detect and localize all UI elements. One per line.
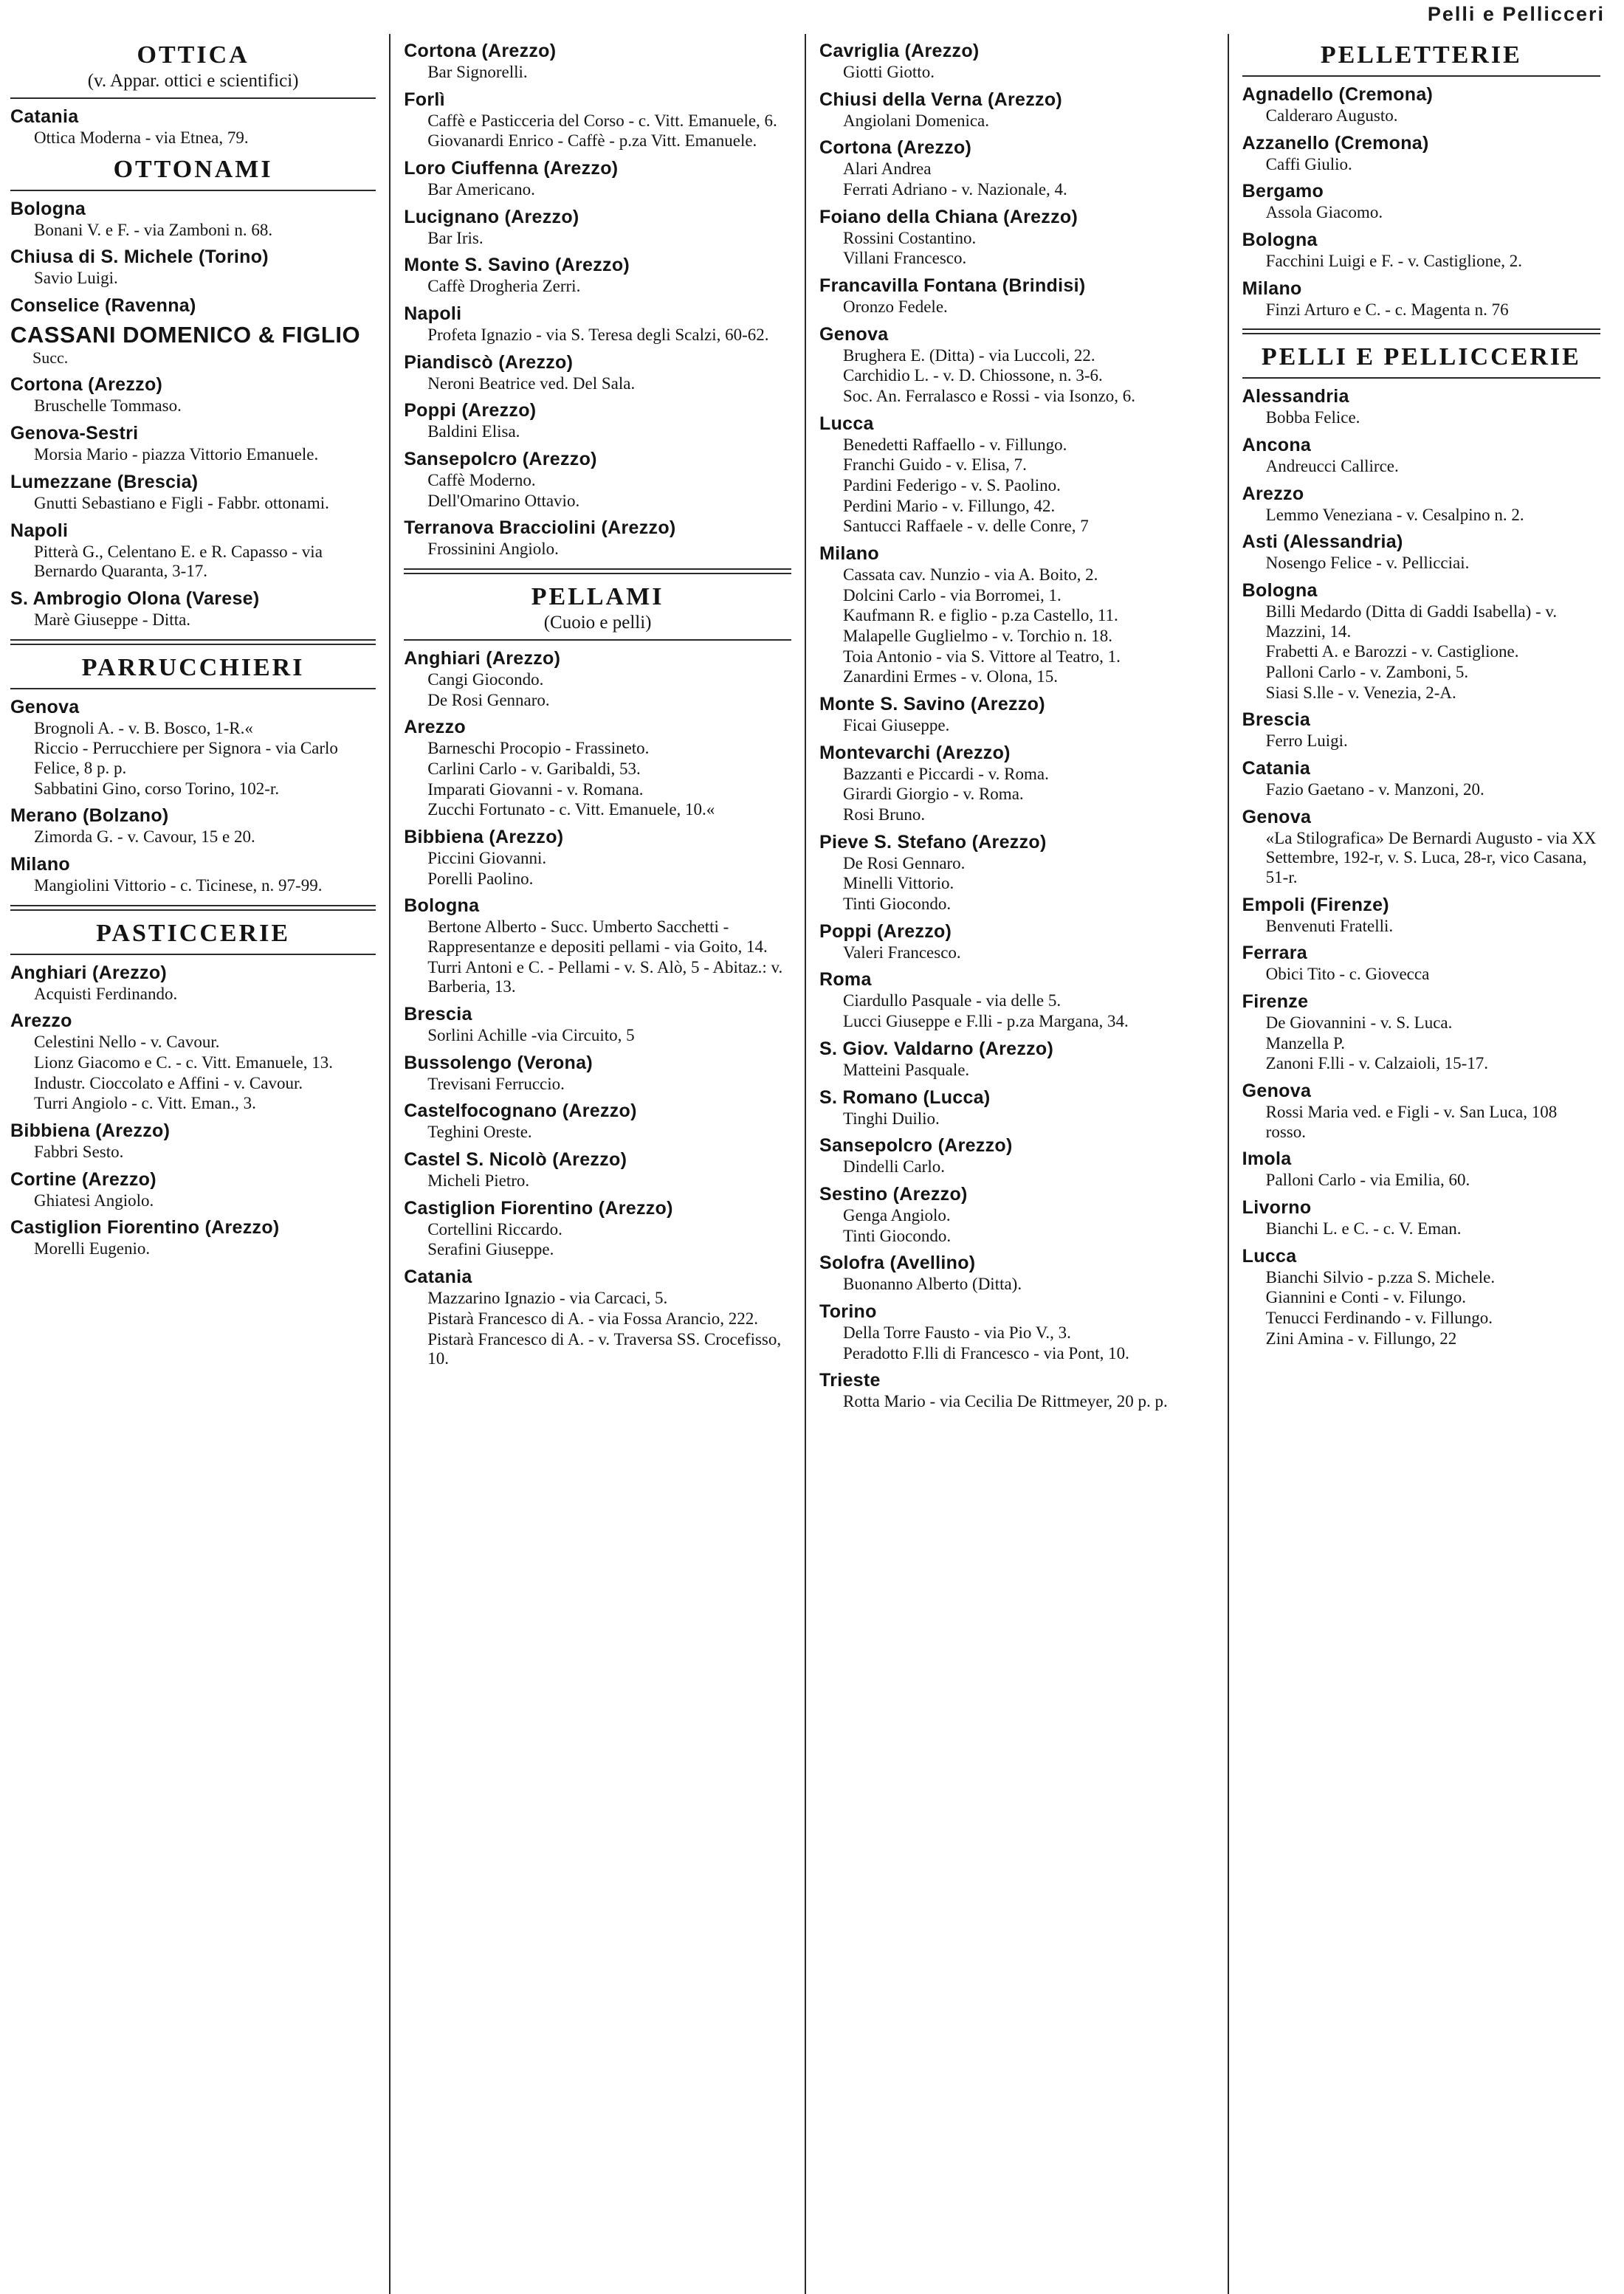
divider	[10, 954, 376, 955]
listing-entry: Rossi Maria ved. e Figli - v. San Luca, 108 rosso.	[1265, 1103, 1558, 1141]
city-heading: S. Giov. Valdarno (Arezzo)	[819, 1038, 1054, 1059]
listing-entry: Profeta Ignazio - via S. Teresa degli Scalzi, 60-62.	[427, 326, 769, 345]
listing-entry: Pardini Federigo - v. S. Paolino.	[843, 476, 1061, 495]
city-heading: Francavilla Fontana (Brindisi)	[819, 275, 1086, 297]
city-heading: S. Ambrogio Olona (Varese)	[10, 588, 260, 609]
city-heading: Poppi (Arezzo)	[404, 400, 537, 421]
section-divider	[1242, 328, 1600, 334]
listing-entry: Calderaro Augusto.	[1265, 106, 1398, 125]
category-header	[10, 654, 376, 682]
category-title: OTTONAMI	[113, 155, 273, 183]
listing-entry: Dindelli Carlo.	[843, 1157, 945, 1177]
city-heading: Genova	[10, 696, 80, 717]
listing-entry: Celestini Nello - v. Cavour.	[34, 1033, 220, 1052]
listing-entry: Turri Antoni e C. - Pellami - v. S. Alò, 5 - Abitaz.: v. Barberia, 13.	[427, 957, 783, 996]
city-heading: Imola	[1242, 1148, 1292, 1170]
columns-container	[10, 34, 1614, 2294]
listing-entry: Lionz Giacomo e C. - c. Vitt. Emanuele, 13.	[34, 1053, 334, 1072]
category-header	[1242, 343, 1600, 371]
listing-entry: Lucci Giuseppe e F.lli - p.za Margana, 34.	[843, 1012, 1129, 1031]
listing-entry: Manzella P.	[1265, 1033, 1345, 1053]
listing-entry: Ciardullo Pasquale - via delle 5.	[843, 991, 1062, 1010]
city-heading: Empoli (Firenze)	[1242, 894, 1389, 915]
city-heading: Catania	[404, 1267, 472, 1288]
listing-entry: Brognoli A. - v. B. Bosco, 1-R.«	[34, 718, 253, 737]
city-heading: Ferrara	[1242, 943, 1307, 964]
listing-entry: Palloni Carlo - via Emilia, 60.	[1265, 1171, 1470, 1190]
column-4-content	[1242, 41, 1600, 1349]
listing-entry: Soc. An. Ferralasco e Rossi - via Isonzo, 6.	[843, 387, 1136, 406]
listing-entry: De Rosi Gennaro.	[427, 690, 550, 709]
city-heading: Bologna	[10, 198, 86, 219]
listing-entry: Bobba Felice.	[1265, 408, 1360, 427]
column-2-content	[404, 41, 791, 1369]
city-heading: Bibbiena (Arezzo)	[10, 1120, 171, 1141]
city-heading: Napoli	[404, 303, 462, 325]
column-1	[10, 34, 389, 2294]
city-heading: Cavriglia (Arezzo)	[819, 41, 980, 61]
city-heading: Lumezzane (Brescia)	[10, 471, 199, 492]
listing-entry: Acquisti Ferdinando.	[34, 984, 178, 1003]
listing-entry: Siasi S.lle - v. Venezia, 2-A.	[1265, 683, 1456, 702]
category-subtitle: (Cuoio e pelli)	[543, 613, 652, 633]
column-3-content	[819, 41, 1214, 1412]
city-heading: Ancona	[1242, 435, 1312, 456]
city-heading: Bergamo	[1242, 181, 1324, 202]
listing-entry: Alari Andrea	[843, 159, 932, 179]
city-heading: Terranova Bracciolini (Arezzo)	[404, 517, 676, 539]
listing-entry: Facchini Luigi e F. - v. Castiglione, 2.	[1265, 252, 1523, 271]
city-heading: Lucca	[1242, 1245, 1297, 1267]
category-header	[1242, 41, 1600, 69]
section-divider	[404, 568, 791, 574]
city-heading: Arezzo	[404, 717, 466, 738]
city-heading: Napoli	[10, 520, 69, 541]
category-title: PARRUCCHIERI	[81, 653, 305, 681]
listing-entry: Nosengo Felice - v. Pellicciai.	[1265, 554, 1470, 573]
listing-entry: Angiolani Domenica.	[843, 111, 990, 130]
city-heading: Cortine (Arezzo)	[10, 1168, 156, 1190]
listing-entry: Baldini Elisa.	[427, 422, 520, 441]
category-header	[404, 583, 791, 633]
city-heading: Trieste	[819, 1370, 881, 1391]
listing-entry: Industr. Cioccolato e Affini - v. Cavour.	[34, 1073, 303, 1092]
city-heading: Castiglion Fiorentino (Arezzo)	[10, 1217, 280, 1239]
listing-entry: Palloni Carlo - v. Zamboni, 5.	[1265, 663, 1469, 682]
column-4	[1228, 34, 1614, 2294]
listing-entry: Pistarà Francesco di A. - via Fossa Arancio, 222.	[427, 1309, 758, 1328]
city-heading: Sansepolcro (Arezzo)	[819, 1135, 1013, 1157]
city-heading: Anghiari (Arezzo)	[10, 962, 168, 983]
divider	[1242, 75, 1600, 77]
listing-entry: Malapelle Guglielmo - v. Torchio n. 18.	[843, 627, 1113, 646]
divider	[10, 688, 376, 689]
listing-entry: Ottica Moderna - via Etnea, 79.	[34, 128, 249, 147]
listing-entry: Bianchi L. e C. - c. V. Eman.	[1265, 1219, 1462, 1239]
city-heading: Cortona (Arezzo)	[404, 41, 557, 61]
listing-entry: Caffè Drogheria Zerri.	[427, 277, 581, 296]
city-heading: Genova	[1242, 806, 1312, 827]
city-heading: Pieve S. Stefano (Arezzo)	[819, 831, 1047, 852]
listing-entry: Bianchi Silvio - p.zza S. Michele.	[1265, 1267, 1496, 1286]
city-heading: Castel S. Nicolò (Arezzo)	[404, 1149, 627, 1171]
listing-entry: «La Stilografica» De Bernardi Augusto - via XX Settembre, 192-r, v. S. Luca, 28-r, vico Casana, 51-r.	[1265, 828, 1597, 887]
listing-entry: Kaufmann R. e figlio - p.za Castello, 11.	[843, 606, 1118, 625]
listing-entry: Girardi Giorgio - v. Roma.	[843, 785, 1024, 804]
category-header	[10, 156, 376, 184]
listing-entry: Gnutti Sebastiano e Figli - Fabbr. ottonami.	[34, 493, 329, 512]
category-header	[10, 41, 376, 92]
listing-entry: Bar Americano.	[427, 180, 535, 199]
listing-entry: Rosi Bruno.	[843, 805, 926, 824]
listing-entry: Carlini Carlo - v. Garibaldi, 53.	[427, 760, 641, 779]
listing-entry: Bonani V. e F. - via Zamboni n. 68.	[34, 220, 273, 239]
listing-entry: Giannini e Conti - v. Filungo.	[1265, 1288, 1466, 1307]
listing-entry: Santucci Raffaele - v. delle Conre, 7	[843, 517, 1089, 536]
city-heading: Bologna	[404, 895, 480, 917]
city-heading: Catania	[10, 106, 79, 127]
listing-entry: Della Torre Fausto - via Pio V., 3.	[843, 1323, 1071, 1342]
listing-entry: Lemmo Veneziana - v. Cesalpino n. 2.	[1265, 505, 1524, 524]
listing-entry: Oronzo Fedele.	[843, 297, 948, 317]
city-heading: Cortona (Arezzo)	[10, 374, 163, 396]
section-divider	[10, 905, 376, 911]
city-heading: Bologna	[1242, 580, 1318, 602]
city-heading: Conselice (Ravenna)	[10, 295, 196, 317]
listing-entry: Bar Iris.	[427, 228, 484, 247]
listing-entry: Zucchi Fortunato - c. Vitt. Emanuele, 10.«	[427, 800, 715, 819]
city-heading: Bibbiena (Arezzo)	[404, 827, 564, 848]
listing-entry: Bar Signorelli.	[427, 63, 528, 81]
listing-entry: Caffè Moderno.	[427, 471, 536, 490]
listing-entry: Mazzarino Ignazio - via Carcaci, 5.	[427, 1289, 668, 1308]
listing-entry: Sorlini Achille -via Circuito, 5	[427, 1026, 635, 1045]
listing-entry: Caffè e Pasticceria del Corso - c. Vitt. Emanuele, 6.	[427, 111, 777, 130]
listing-entry: Cassata cav. Nunzio - via A. Boito, 2.	[843, 565, 1098, 585]
listing-entry: Toia Antonio - via S. Vittore al Teatro, 1.	[843, 647, 1121, 666]
listing-entry: Valeri Francesco.	[843, 943, 961, 962]
listing-entry: Sabbatini Gino, corso Torino, 102-r.	[34, 779, 280, 798]
listing-entry: Bazzanti e Piccardi - v. Roma.	[843, 764, 1049, 783]
listing-entry: Fazio Gaetano - v. Manzoni, 20.	[1265, 780, 1484, 799]
listing-entry: Cangi Giocondo.	[427, 670, 544, 689]
listing-entry: Ferro Luigi.	[1265, 731, 1348, 751]
listing-entry: Fabbri Sesto.	[34, 1142, 124, 1161]
listing-entry: Serafini Giuseppe.	[427, 1240, 554, 1259]
listing-entry: Riccio - Perrucchiere per Signora - via Carlo Felice, 8 p. p.	[34, 739, 338, 777]
listing-entry: Caffi Giulio.	[1265, 154, 1352, 173]
city-heading: Lucca	[819, 413, 874, 434]
city-heading: Firenze	[1242, 991, 1309, 1013]
listing-entry: Andreucci Callirce.	[1265, 457, 1399, 476]
city-heading: Cortona (Arezzo)	[819, 137, 972, 159]
listing-note: Succ.	[32, 348, 69, 368]
city-heading: Castelfocognano (Arezzo)	[404, 1100, 637, 1122]
city-heading: Loro Ciuffenna (Arezzo)	[404, 158, 619, 179]
city-heading: Agnadello (Cremona)	[1242, 84, 1434, 105]
listing-entry: Ghiatesi Angiolo.	[34, 1191, 154, 1210]
listing-entry: Rotta Mario - via Cecilia De Rittmeyer, 20 p. p.	[843, 1392, 1168, 1411]
city-heading: Castiglion Fiorentino (Arezzo)	[404, 1197, 673, 1219]
city-heading: Chiusa di S. Michele (Torino)	[10, 247, 269, 268]
category-header	[10, 920, 376, 948]
column-3	[805, 34, 1228, 2294]
listing-entry: Frossinini Angiolo.	[427, 540, 559, 559]
city-heading: Arezzo	[10, 1010, 72, 1032]
listing-entry: Mangiolini Vittorio - c. Ticinese, n. 97-99.	[34, 875, 323, 895]
listing-entry: Neroni Beatrice ved. Del Sala.	[427, 373, 636, 393]
listing-entry: Zimorda G. - v. Cavour, 15 e 20.	[34, 827, 255, 847]
category-title: PELLAMI	[531, 583, 664, 611]
listing-entry: Micheli Pietro.	[427, 1171, 530, 1191]
listing-entry: Perdini Mario - v. Fillungo, 42.	[843, 496, 1056, 515]
listing-entry: Genga Angiolo.	[843, 1205, 951, 1224]
listing-entry: Pistarà Francesco di A. - v. Traversa SS. Crocefisso, 10.	[427, 1329, 782, 1368]
listing-entry: Piccini Giovanni.	[427, 849, 547, 868]
listing-entry: Bertone Alberto - Succ. Umberto Sacchetti - Rappresentanze e depositi pellami - via Goito, 14.	[427, 917, 768, 957]
listing-entry: Barneschi Procopio - Frassineto.	[427, 739, 650, 758]
divider	[404, 639, 791, 641]
city-heading: Poppi (Arezzo)	[819, 920, 952, 942]
listing-entry: Benvenuti Fratelli.	[1265, 916, 1394, 935]
listing-entry: Benedetti Raffaello - v. Fillungo.	[843, 435, 1067, 454]
running-head: Pelli e Pellicceri	[1427, 3, 1605, 25]
city-heading: S. Romano (Lucca)	[819, 1086, 991, 1108]
city-heading: Lucignano (Arezzo)	[404, 206, 579, 227]
listing-entry: Zanardini Ermes - v. Olona, 15.	[843, 667, 1059, 686]
city-heading: Sestino (Arezzo)	[819, 1183, 968, 1205]
city-heading: Azzanello (Cremona)	[1242, 132, 1429, 154]
listing-entry: Assola Giacomo.	[1265, 203, 1383, 222]
listing-entry: Morsia Mario - piazza Vittorio Emanuele.	[34, 445, 319, 464]
listing-entry: Tinghi Duilio.	[843, 1109, 940, 1128]
city-heading: Sansepolcro (Arezzo)	[404, 449, 597, 470]
city-heading: Chiusi della Verna (Arezzo)	[819, 89, 1063, 110]
listing-entry: Finzi Arturo e C. - c. Magenta n. 76	[1265, 300, 1509, 319]
listing-entry: Marè Giuseppe - Ditta.	[34, 610, 191, 629]
listing-entry: Teghini Oreste.	[427, 1123, 532, 1142]
city-heading: Catania	[1242, 758, 1311, 779]
city-heading: Brescia	[1242, 709, 1311, 731]
city-heading: Asti (Alessandria)	[1242, 531, 1403, 553]
listing-entry: Tinti Giocondo.	[843, 895, 952, 914]
city-heading: Solofra (Avellino)	[819, 1253, 976, 1274]
category-title: PELLI E PELLICCERIE	[1261, 343, 1581, 371]
divider	[10, 190, 376, 191]
listing-entry: Giotti Giotto.	[843, 63, 935, 81]
column-2	[389, 34, 805, 2294]
city-heading: Bologna	[1242, 230, 1318, 251]
listing-entry: Franchi Guido - v. Elisa, 7.	[843, 455, 1027, 475]
category-title: PASTICCERIE	[96, 919, 291, 947]
listing-entry: Morelli Eugenio.	[34, 1239, 151, 1258]
city-heading: Milano	[1242, 278, 1302, 299]
column-1-content	[10, 41, 376, 1259]
listing-entry: Pitterà G., Celentano E. e R. Capasso - via Bernardo Quaranta, 3-17.	[34, 542, 323, 581]
city-heading: Genova	[1242, 1081, 1312, 1102]
listing-entry: Porelli Paolino.	[427, 869, 534, 888]
city-heading: Foiano della Chiana (Arezzo)	[819, 206, 1078, 227]
listing-entry: Peradotto F.lli di Francesco - via Pont, 10.	[843, 1343, 1129, 1363]
listing-entry: Villani Francesco.	[843, 249, 967, 268]
listing-entry: Ficai Giuseppe.	[843, 716, 950, 735]
city-heading: Genova-Sestri	[10, 423, 139, 444]
city-heading: Roma	[819, 969, 872, 991]
city-heading: Piandiscò (Arezzo)	[404, 351, 574, 373]
listing-entry: Obici Tito - c. Giovecca	[1265, 965, 1430, 984]
city-heading: Genova	[819, 323, 889, 345]
city-heading: Torino	[819, 1301, 877, 1322]
category-title: OTTICA	[137, 41, 250, 69]
listing-entry: Brughera E. (Ditta) - via Luccoli, 22.	[843, 345, 1095, 365]
city-heading: Monte S. Savino (Arezzo)	[404, 255, 630, 276]
city-heading: Montevarchi (Arezzo)	[819, 742, 1011, 763]
listing-entry: Zanoni F.lli - v. Calzaioli, 15-17.	[1265, 1054, 1489, 1073]
city-heading: Milano	[10, 853, 70, 875]
listing-entry: Minelli Vittorio.	[843, 874, 954, 893]
featured-listing: CASSANI DOMENICO & FIGLIO	[10, 322, 361, 348]
divider	[10, 97, 376, 99]
city-heading: Merano (Bolzano)	[10, 805, 169, 827]
listing-entry: Giovanardi Enrico - Caffè - p.za Vitt. Emanuele.	[427, 131, 757, 151]
listing-entry: De Rosi Gennaro.	[843, 853, 966, 872]
listing-entry: Dolcini Carlo - via Borromei, 1.	[843, 585, 1062, 604]
listing-entry: Frabetti A. e Barozzi - v. Castiglione.	[1265, 642, 1519, 661]
city-heading: Forlì	[404, 89, 445, 110]
category-title: PELLETTERIE	[1320, 41, 1522, 69]
listing-entry: Trevisani Ferruccio.	[427, 1074, 565, 1093]
listing-entry: Zini Amina - v. Fillungo, 22	[1265, 1329, 1457, 1348]
listing-entry: Tenucci Ferdinando - v. Fillungo.	[1265, 1309, 1493, 1328]
city-heading: Monte S. Savino (Arezzo)	[819, 694, 1045, 715]
city-heading: Milano	[819, 543, 879, 565]
listing-entry: Rossini Costantino.	[843, 228, 977, 247]
category-subtitle: (v. Appar. ottici e scientifici)	[87, 71, 299, 91]
listing-entry: Turri Angiolo - c. Vitt. Eman., 3.	[34, 1094, 256, 1113]
listing-entry: Ferrati Adriano - v. Nazionale, 4.	[843, 180, 1067, 199]
listing-entry: Tinti Giocondo.	[843, 1226, 952, 1245]
city-heading: Arezzo	[1242, 483, 1304, 504]
city-heading: Brescia	[404, 1004, 472, 1025]
listing-entry: Matteini Pasquale.	[843, 1060, 970, 1079]
listing-entry: Buonanno Alberto (Ditta).	[843, 1275, 1022, 1294]
listing-entry: De Giovannini - v. S. Luca.	[1265, 1013, 1453, 1033]
listing-entry: Savio Luigi.	[34, 269, 118, 288]
section-divider	[10, 639, 376, 645]
city-heading: Bussolengo (Verona)	[404, 1052, 593, 1073]
listing-entry: Carchidio L. - v. D. Chiossone, n. 3-6.	[843, 366, 1103, 385]
city-heading: Alessandria	[1242, 386, 1349, 407]
listing-entry: Dell'Omarino Ottavio.	[427, 491, 580, 510]
listing-entry: Cortellini Riccardo.	[427, 1219, 562, 1239]
listing-entry: Billi Medardo (Ditta di Gaddi Isabella) - v. Mazzini, 14.	[1265, 602, 1558, 641]
listing-entry: Imparati Giovanni - v. Romana.	[427, 779, 644, 799]
listing-entry: Bruschelle Tommaso.	[34, 396, 182, 416]
divider	[1242, 377, 1600, 379]
city-heading: Anghiari (Arezzo)	[404, 648, 561, 669]
city-heading: Livorno	[1242, 1197, 1312, 1219]
